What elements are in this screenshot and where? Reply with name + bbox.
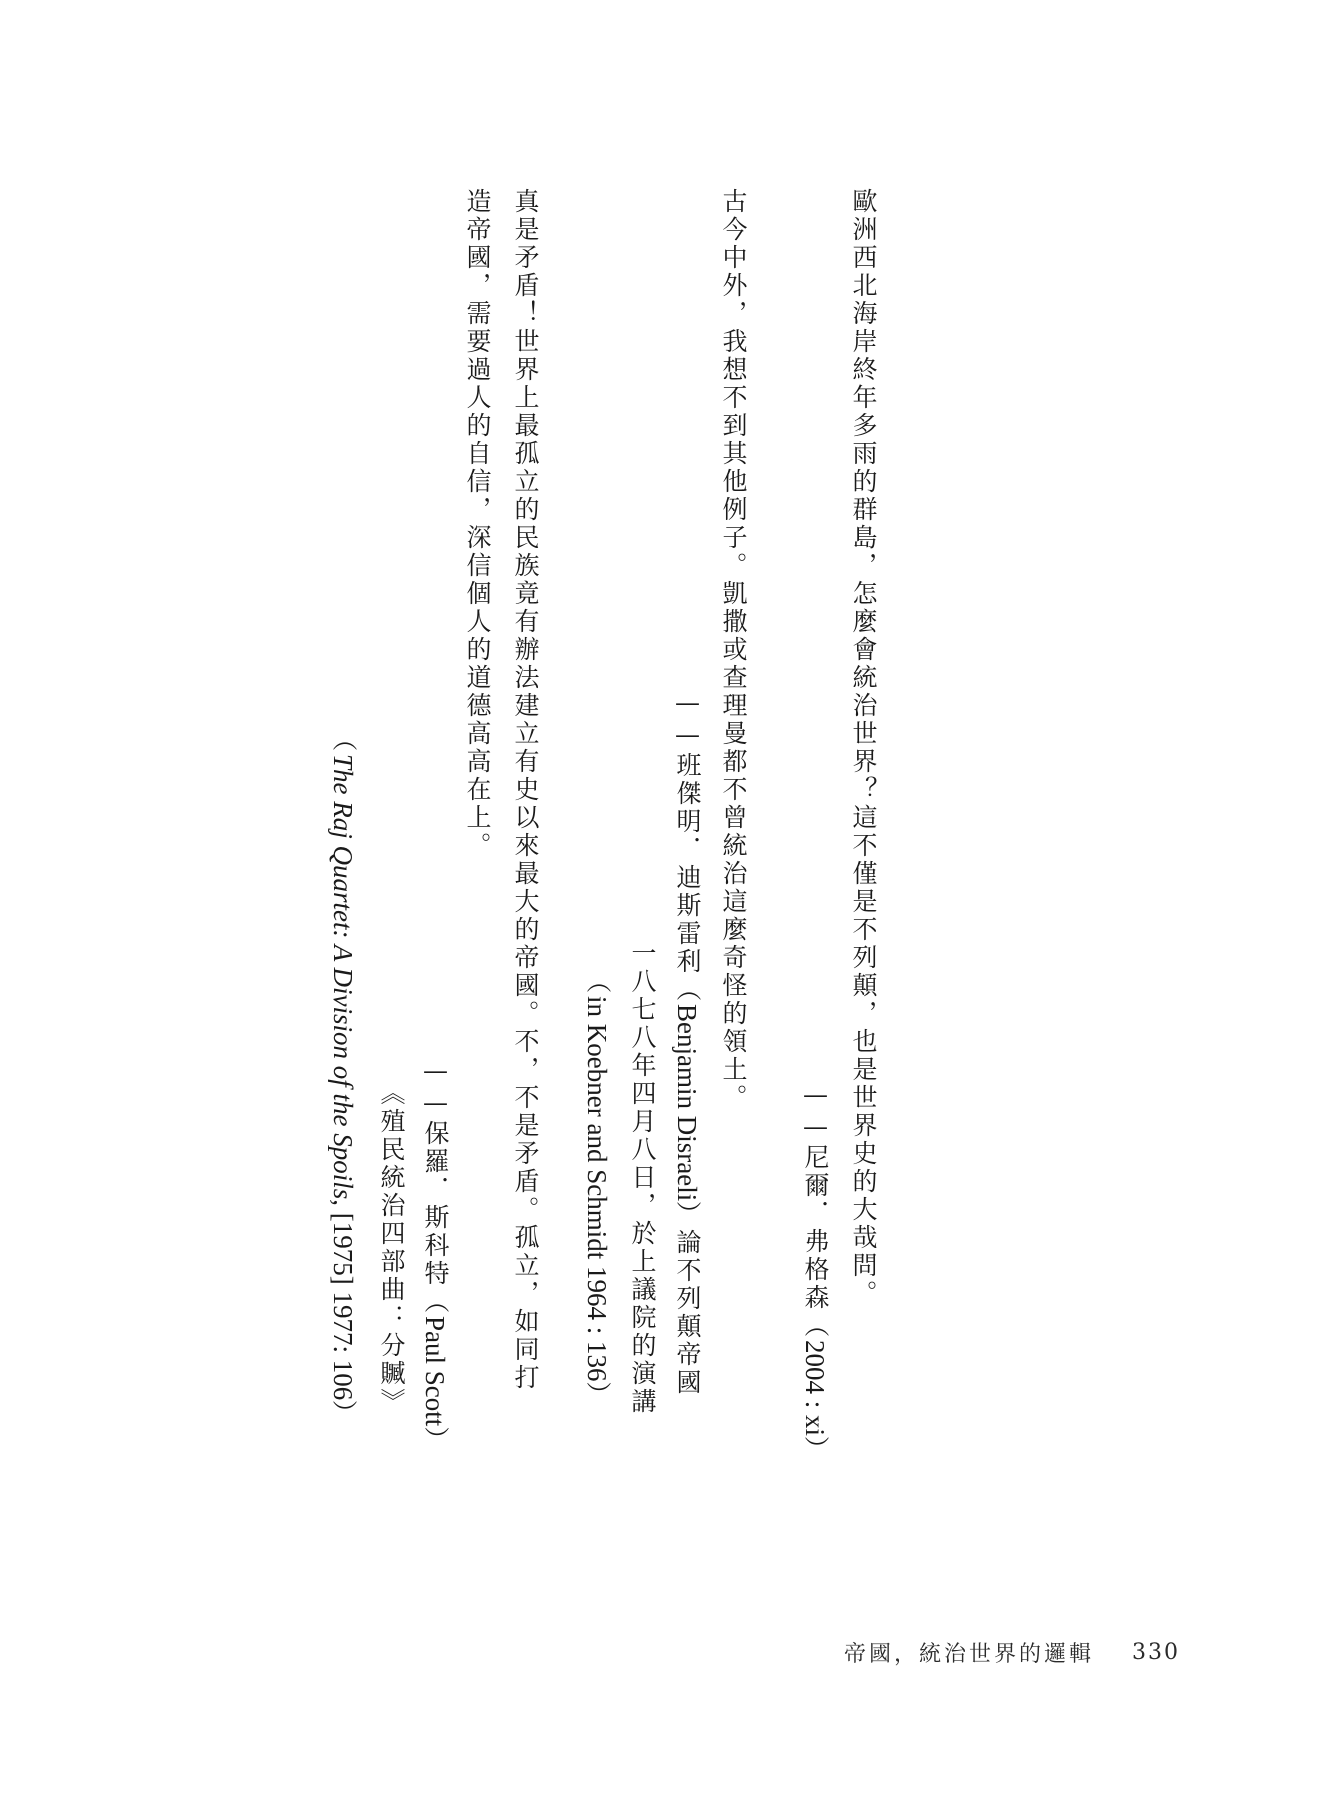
latin-segment: in Koebner and Schmidt 1964 : 136: [582, 996, 612, 1382]
latin-segment: 2004 : xi: [800, 1340, 830, 1437]
epigraph-3-attribution-title: [376, 1080, 406, 1416]
epigraph-3-text-line-1: [510, 188, 540, 1392]
text-segment: 造帝國，需要過人的自信，深信個人的道德高高在上。: [463, 188, 492, 860]
text-segment: ）: [329, 1400, 358, 1429]
latin-segment: Benjamin Disraeli: [672, 1004, 702, 1202]
text-segment: 《殖民統治四部曲：分贓》: [377, 1080, 406, 1416]
latin-segment: Paul Scott: [420, 1316, 450, 1427]
epigraph-2-text: [718, 188, 748, 1112]
text-segment: 一八七八年四月八日，於上議院的演講: [628, 940, 657, 1416]
text-segment: ）: [583, 1381, 612, 1410]
text-segment: ——保羅．斯科特（: [421, 1056, 450, 1316]
text-segment: 古今中外，我想不到其他例子。凱撒或查理曼都不曾統治這麼奇怪的領土。: [719, 188, 748, 1112]
text-segment: ）: [801, 1436, 830, 1465]
text-segment: ）論不列顛帝國: [673, 1201, 702, 1398]
epigraph-2-attribution-date: [627, 940, 657, 1416]
epigraph-2-attribution-name: [672, 688, 702, 1397]
text-segment: （: [329, 726, 358, 754]
text-segment: （: [583, 968, 612, 996]
running-title: 帝國，統治世界的邏輯: [843, 1641, 1094, 1667]
text-segment: 歐洲西北海岸終年多雨的群島，怎麼會統治世界？這不僅是不列顛，也是世界史的大哉問。: [849, 188, 878, 1308]
latin-title-segment: The Raj Quartet: A Division of the Spoils: [328, 754, 358, 1200]
epigraph-1-attribution: [800, 1080, 830, 1464]
latin-segment: , [1975] 1977: 106: [328, 1199, 358, 1401]
epigraph-3-text-line-2: [462, 188, 492, 860]
epigraph-3-attribution-source: [328, 726, 358, 1428]
epigraph-1-text: [848, 188, 878, 1308]
page-number: 330: [1132, 1639, 1180, 1665]
text-segment: ——班傑明．迪斯雷利（: [673, 688, 702, 1004]
text-segment: ——尼爾．弗格森（: [801, 1080, 830, 1340]
epigraph-3-attribution-name: [420, 1056, 450, 1454]
text-segment: 真是矛盾！世界上最孤立的民族竟有辦法建立有史以來最大的帝國。不，不是矛盾。孤立，如同打: [511, 188, 540, 1392]
epigraph-2-attribution-source: [582, 968, 612, 1409]
text-segment: ）: [421, 1426, 450, 1455]
page-footer: [700, 1632, 1180, 1672]
